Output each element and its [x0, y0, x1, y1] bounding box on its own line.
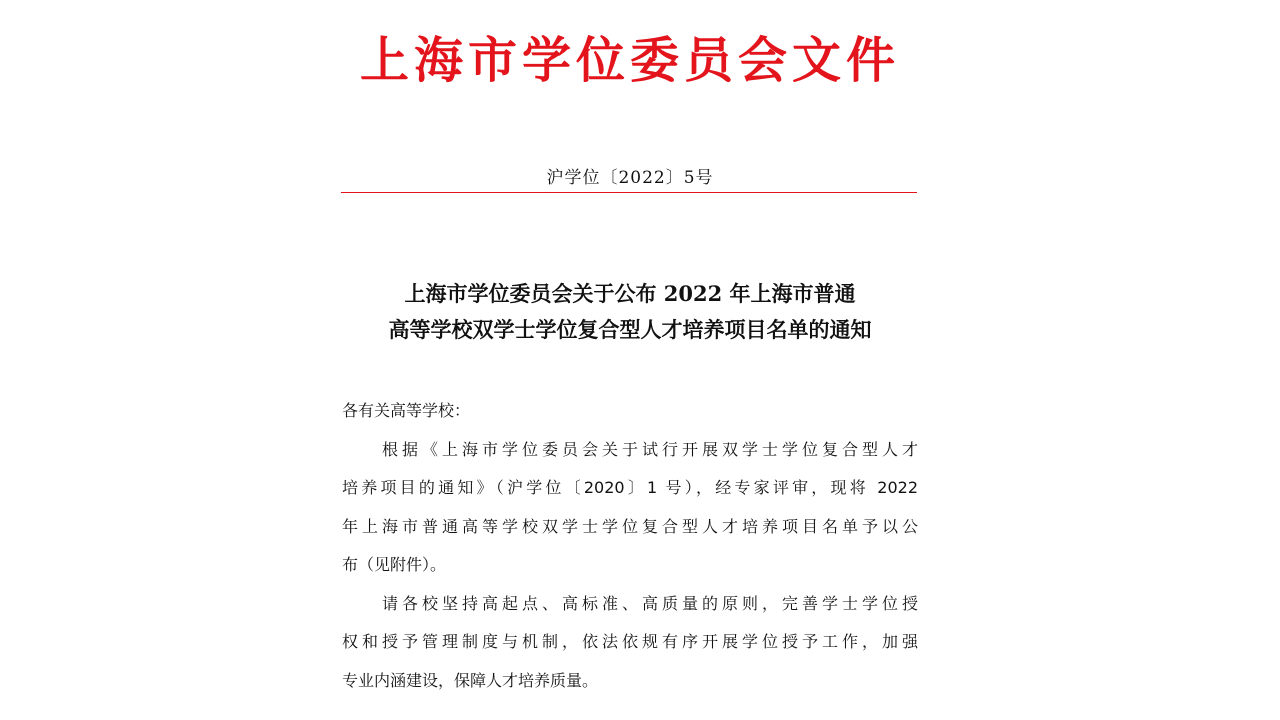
issuer-header: 上海市学位委员会文件: [359, 31, 900, 89]
title-line-2: 高等学校双学士学位复合型人才培养项目名单的通知: [388, 317, 872, 342]
document-body: [342, 392, 918, 700]
paragraph-1-text-4: 布（见附件）。: [342, 555, 447, 574]
paragraph-1-line-4: [342, 546, 918, 585]
paragraph-2-line-1: [342, 585, 918, 624]
paragraph-2-text-3: 专业内涵建设，保障人才培养质量。: [342, 670, 599, 690]
salutation: [342, 392, 918, 431]
paragraph-1-text-3: 年上海市普通高等学校双学士学位复合型人才培养项目名单予以公: [342, 516, 918, 536]
paragraph-1-text-2: 培养项目的通知》（沪学位〔2020〕1 号），经专家评审，现将 2022: [342, 478, 918, 497]
paragraph-1-line-1: [342, 431, 918, 470]
red-divider-line: [341, 192, 917, 193]
paragraph-2-line-2: [342, 623, 918, 662]
salutation-text: 各有关高等学校：: [342, 401, 471, 420]
title-line-1: 上海市学位委员会关于公布 2022 年上海市普通: [404, 281, 856, 306]
paragraph-2-text-1: 请各校坚持高起点、高标准、高质量的原则，完善学士学位授: [382, 593, 918, 613]
paragraph-1-line-3: [342, 508, 918, 547]
paragraph-1-line-2: [342, 469, 918, 508]
document-number: 沪学位〔2022〕5号: [546, 168, 714, 188]
document-title: [320, 276, 940, 348]
paragraph-2-text-2: 权和授予管理制度与机制，依法依规有序开展学位授予工作，加强: [342, 632, 918, 651]
paragraph-2-line-3: [342, 662, 918, 701]
paragraph-1-text-1: 根据《上海市学位委员会关于试行开展双学士学位复合型人才: [382, 439, 918, 459]
